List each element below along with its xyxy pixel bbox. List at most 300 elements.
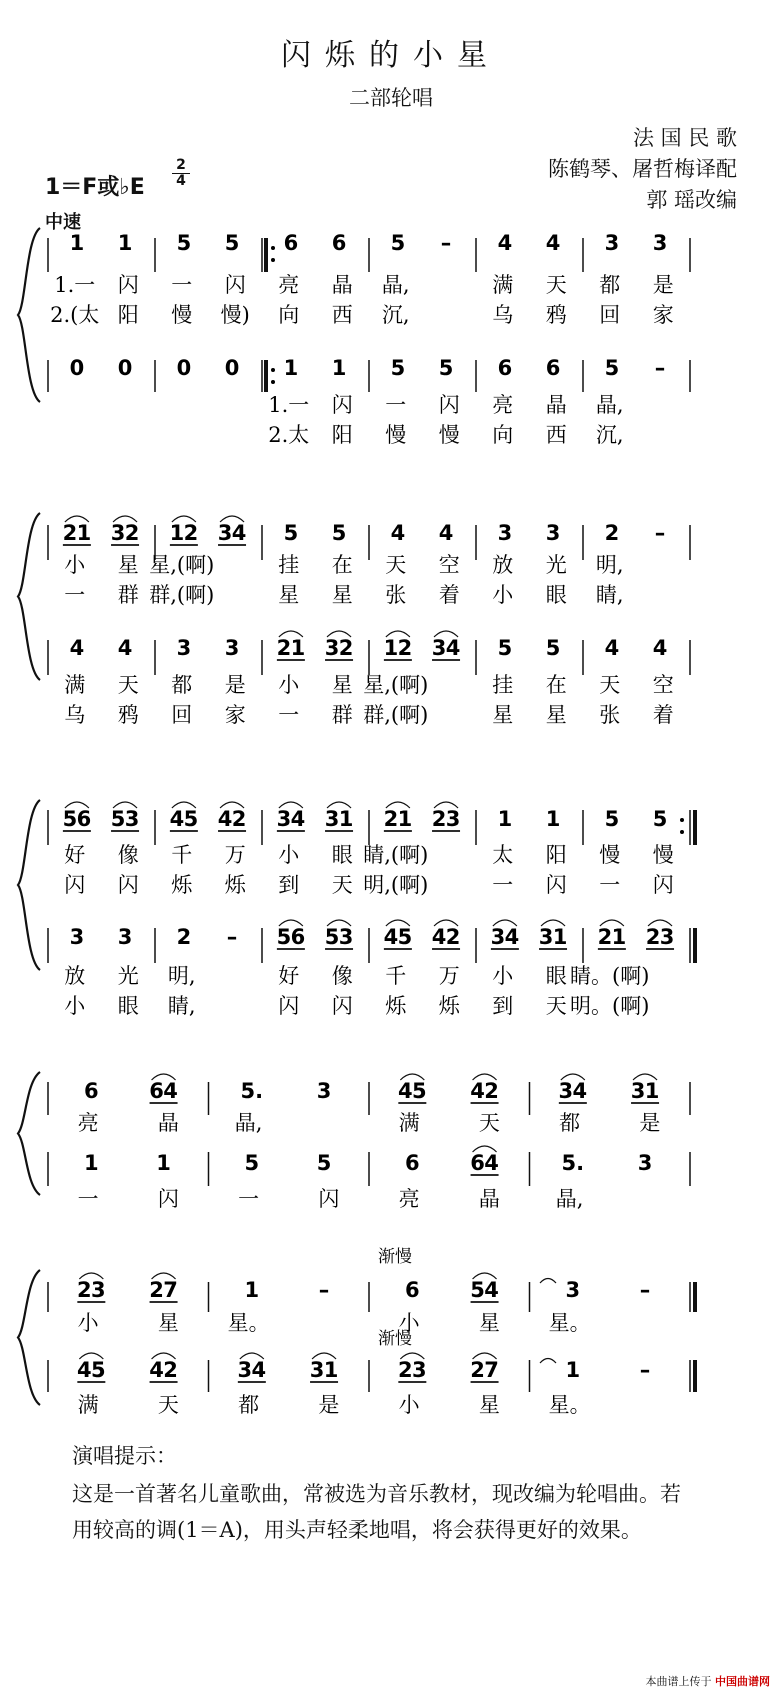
jianpu-note: 5 bbox=[316, 1151, 332, 1175]
jianpu-note: 4 bbox=[604, 636, 620, 660]
jianpu-note: 1 bbox=[611, 925, 627, 949]
lyric-syllable: 放 bbox=[64, 964, 86, 988]
jianpu-note: 4 bbox=[69, 636, 85, 660]
jianpu-note: 4 bbox=[484, 1151, 499, 1175]
jianpu-note: 5 bbox=[604, 356, 620, 380]
lyric-syllable: 烁 bbox=[385, 994, 407, 1018]
lyric-syllable: 鸦 bbox=[117, 703, 139, 727]
lyric-syllable: 晶, bbox=[555, 1187, 584, 1211]
jianpu-note: 5. bbox=[240, 1079, 264, 1103]
lyric-syllable: 挂 bbox=[278, 553, 300, 577]
jianpu-note: 4 bbox=[545, 231, 561, 255]
system-brace bbox=[18, 513, 40, 680]
time-signature-top: 2 bbox=[176, 157, 186, 173]
lyric-syllable: 都 bbox=[238, 1393, 260, 1417]
lyric-syllable: 好 bbox=[64, 843, 86, 867]
lyric-syllable: 放 bbox=[492, 553, 514, 577]
jianpu-note: 3 bbox=[431, 636, 447, 660]
lyric-syllable: 慢 bbox=[438, 423, 460, 447]
jianpu-note: 3 bbox=[117, 925, 133, 949]
jianpu-note: 2 bbox=[645, 925, 661, 949]
jianpu-note: 2 bbox=[276, 636, 292, 660]
jianpu-note: 3 bbox=[316, 1079, 332, 1103]
jianpu-note: 1 bbox=[383, 636, 399, 660]
footer-text: 本曲谱上传于 bbox=[645, 1675, 712, 1688]
lyric-syllable: 回 bbox=[171, 703, 193, 727]
lyric-syllable: 慢 bbox=[599, 843, 621, 867]
jianpu-note: 1 bbox=[545, 807, 561, 831]
jianpu-note: – bbox=[318, 1278, 330, 1302]
lyric-syllable: 慢 bbox=[385, 423, 407, 447]
jianpu-note: 5 bbox=[331, 521, 347, 545]
jianpu-note: 5 bbox=[545, 636, 561, 660]
lyric-syllable: 万 bbox=[438, 964, 460, 988]
lyric-syllable: 闪 bbox=[117, 273, 139, 297]
lyric-syllable: 亮 bbox=[278, 273, 300, 297]
lyric-syllable: 一 bbox=[238, 1187, 260, 1211]
jianpu-note: 3 bbox=[604, 231, 620, 255]
jianpu-note: 4 bbox=[497, 231, 513, 255]
jianpu-note: 5 bbox=[652, 807, 668, 831]
lyric-syllable: 乌 bbox=[64, 703, 86, 727]
jianpu-note: 2 bbox=[484, 1079, 499, 1103]
jianpu-note: 2 bbox=[604, 521, 620, 545]
jianpu-note: 4 bbox=[572, 1079, 588, 1103]
jianpu-note: 3 bbox=[565, 1278, 581, 1302]
jianpu-note: – bbox=[226, 925, 238, 949]
jianpu-note: 2 bbox=[470, 1358, 485, 1382]
lyric-syllable: 一 bbox=[599, 873, 621, 897]
lyric-syllable: 西 bbox=[331, 303, 353, 327]
credit-translators: 陈鹤琴、屠哲梅译配 bbox=[548, 157, 737, 181]
lyric-syllable: 小 bbox=[398, 1311, 420, 1335]
lyric-syllable: 群 bbox=[331, 703, 353, 727]
repeat-dot bbox=[271, 246, 275, 250]
jianpu-note: 5 bbox=[397, 925, 413, 949]
lyric-syllable: 天 bbox=[545, 994, 567, 1018]
lyric-syllable: 闪 bbox=[318, 1187, 340, 1211]
jianpu-note: 3 bbox=[538, 925, 554, 949]
lyric-syllable: 着 bbox=[438, 583, 460, 607]
jianpu-note: 1 bbox=[397, 807, 413, 831]
jianpu-note: 1 bbox=[644, 1079, 660, 1103]
lyric-syllable: 千 bbox=[171, 843, 193, 867]
jianpu-note: 3 bbox=[637, 1151, 653, 1175]
jianpu-note: 6 bbox=[149, 1079, 164, 1103]
repeat-dot bbox=[271, 258, 275, 262]
lyric-syllable: 是 bbox=[224, 673, 246, 697]
lyric-syllable: 群,(啊) bbox=[363, 703, 429, 727]
time-signature-bottom: 4 bbox=[172, 173, 190, 189]
system-brace bbox=[18, 228, 40, 402]
lyric-syllable: 家 bbox=[652, 303, 674, 327]
lyric-syllable: 乌 bbox=[492, 303, 514, 327]
lyric-syllable: 慢 bbox=[171, 303, 193, 327]
lyric-syllable: 天 bbox=[599, 673, 621, 697]
lyric-syllable: 闪 bbox=[438, 393, 460, 417]
jianpu-note: 6 bbox=[76, 807, 92, 831]
footer-credit bbox=[646, 1673, 771, 1689]
jianpu-note: 2 bbox=[338, 636, 354, 660]
lyric-syllable: 闪 bbox=[117, 873, 139, 897]
lyric-syllable: 小 bbox=[64, 994, 86, 1018]
credit-origin: 法 国 民 歌 bbox=[632, 126, 737, 150]
jianpu-note: 3 bbox=[276, 807, 292, 831]
jianpu-note: 5 bbox=[470, 1278, 485, 1302]
jianpu-note: 4 bbox=[470, 1079, 485, 1103]
jianpu-note: 3 bbox=[124, 807, 140, 831]
jianpu-note: 4 bbox=[445, 636, 461, 660]
jianpu-note: 5 bbox=[390, 231, 406, 255]
jianpu-note: 5 bbox=[497, 636, 513, 660]
jianpu-note: 5 bbox=[176, 231, 192, 255]
jianpu-note: 2 bbox=[397, 636, 413, 660]
lyric-syllable: 一 bbox=[492, 873, 514, 897]
system-brace bbox=[18, 800, 40, 970]
key-signature: 1＝F或♭E bbox=[45, 175, 145, 200]
lyric-syllable: 天 bbox=[545, 273, 567, 297]
repeat-dot bbox=[271, 380, 275, 384]
jianpu-note: 3 bbox=[237, 1358, 253, 1382]
lyric-syllable: 群,(啊) bbox=[149, 583, 215, 607]
lyric-syllable: 烁 bbox=[171, 873, 193, 897]
lyric-syllable: 沉, bbox=[595, 423, 624, 447]
jianpu-note: 2 bbox=[176, 925, 192, 949]
jianpu-note: 2 bbox=[398, 1358, 413, 1382]
jianpu-note: 1 bbox=[244, 1278, 260, 1302]
jianpu-note: 0 bbox=[176, 356, 192, 380]
jianpu-note: 1 bbox=[338, 807, 354, 831]
jianpu-note: 1 bbox=[290, 636, 306, 660]
lyric-syllable: 家 bbox=[224, 703, 246, 727]
lyric-syllable: 晶 bbox=[331, 273, 353, 297]
jianpu-note: 5 bbox=[283, 521, 299, 545]
jianpu-note: 2 bbox=[149, 1278, 164, 1302]
jianpu-note: – bbox=[440, 231, 452, 255]
lyric-syllable: 在 bbox=[331, 553, 353, 577]
jianpu-note: 3 bbox=[324, 807, 340, 831]
jianpu-note: 0 bbox=[69, 356, 85, 380]
jianpu-note: 3 bbox=[545, 521, 561, 545]
jianpu-note: 3 bbox=[324, 636, 340, 660]
lyric-syllable: 晶 bbox=[157, 1111, 179, 1135]
lyric-syllable: 明。(啊) bbox=[570, 994, 650, 1018]
jianpu-note: 5 bbox=[390, 356, 406, 380]
jianpu-note: 4 bbox=[149, 1358, 164, 1382]
lyric-syllable: 亮 bbox=[492, 393, 514, 417]
lyric-syllable: 闪 bbox=[278, 994, 300, 1018]
jianpu-note: 4 bbox=[383, 925, 399, 949]
lyric-syllable: 星 bbox=[157, 1311, 179, 1335]
jianpu-note: 1 bbox=[156, 1151, 171, 1175]
jianpu-note: 5 bbox=[91, 1358, 106, 1382]
jianpu-note: 6 bbox=[545, 356, 561, 380]
jianpu-note: 3 bbox=[412, 1358, 427, 1382]
lyric-syllable: 一 bbox=[64, 583, 86, 607]
jianpu-note: 2 bbox=[231, 807, 247, 831]
lyric-syllable: 星 bbox=[492, 703, 514, 727]
jianpu-note: 5 bbox=[244, 1151, 260, 1175]
jianpu-note: 2 bbox=[124, 521, 140, 545]
jianpu-note: 6 bbox=[290, 925, 306, 949]
lyric-syllable: 一 bbox=[171, 273, 193, 297]
lyric-syllable: 睛,(啊) bbox=[363, 843, 429, 867]
lyric-syllable: 天 bbox=[331, 873, 353, 897]
jianpu-note: – bbox=[639, 1358, 651, 1382]
jianpu-note: 3 bbox=[558, 1079, 574, 1103]
jianpu-note: – bbox=[654, 521, 666, 545]
jianpu-note: 4 bbox=[217, 807, 233, 831]
lyric-syllable: 天 bbox=[117, 673, 139, 697]
lyric-syllable: 晶 bbox=[478, 1187, 500, 1211]
lyric-syllable: 挂 bbox=[492, 673, 514, 697]
lyric-syllable: 闪 bbox=[545, 873, 567, 897]
lyric-syllable: 回 bbox=[599, 303, 621, 327]
lyric-syllable: 星 bbox=[331, 583, 353, 607]
lyric-syllable: 明, bbox=[595, 553, 624, 577]
jianpu-note: 3 bbox=[91, 1278, 106, 1302]
jianpu-note: 2 bbox=[431, 807, 447, 831]
ritardando-mark: 渐慢 bbox=[378, 1247, 412, 1267]
jianpu-note: 5 bbox=[604, 807, 620, 831]
lyric-syllable: 张 bbox=[385, 583, 407, 607]
jianpu-note: 4 bbox=[231, 521, 247, 545]
song-subtitle: 二部轮唱 bbox=[349, 86, 433, 110]
lyric-syllable: 星,(啊) bbox=[149, 553, 215, 577]
jianpu-note: 4 bbox=[77, 1358, 92, 1382]
repeat-dot bbox=[680, 830, 684, 834]
lyric-syllable: 沉, bbox=[381, 303, 410, 327]
jianpu-note: 0 bbox=[224, 356, 240, 380]
jianpu-note: 3 bbox=[224, 636, 240, 660]
lyric-syllable: 1.一 bbox=[54, 273, 96, 297]
lyric-syllable: 万 bbox=[224, 843, 246, 867]
jianpu-note: 2 bbox=[383, 807, 399, 831]
jianpu-note: 5 bbox=[324, 925, 340, 949]
jianpu-note: 4 bbox=[117, 636, 133, 660]
jianpu-note: 2 bbox=[62, 521, 78, 545]
lyric-syllable: 睛。(啊) bbox=[570, 964, 650, 988]
lyric-syllable: 满 bbox=[77, 1393, 99, 1417]
jianpu-note: 3 bbox=[110, 521, 126, 545]
jianpu-note: 1 bbox=[323, 1358, 339, 1382]
lyric-syllable: 明,(啊) bbox=[363, 873, 429, 897]
tips-heading: 演唱提示： bbox=[72, 1444, 177, 1468]
lyric-syllable: 小 bbox=[278, 843, 300, 867]
jianpu-note: 4 bbox=[163, 1079, 178, 1103]
jianpu-note: 5 bbox=[62, 807, 78, 831]
lyric-syllable: 一 bbox=[77, 1187, 99, 1211]
lyric-syllable: 星 bbox=[478, 1393, 500, 1417]
jianpu-note: 4 bbox=[398, 1079, 413, 1103]
jianpu-note: 0 bbox=[117, 356, 133, 380]
jianpu-note: 4 bbox=[438, 521, 454, 545]
lyric-syllable: 烁 bbox=[438, 994, 460, 1018]
lyric-syllable: 张 bbox=[599, 703, 621, 727]
lyric-syllable: 是 bbox=[639, 1111, 661, 1135]
lyric-syllable: 到 bbox=[278, 873, 300, 897]
jianpu-note: 2 bbox=[163, 1358, 178, 1382]
lyric-syllable: 天 bbox=[385, 553, 407, 577]
lyric-syllable: 闪 bbox=[157, 1187, 179, 1211]
jianpu-note: 5 bbox=[438, 356, 454, 380]
lyric-syllable: 在 bbox=[545, 673, 567, 697]
system-brace bbox=[18, 1072, 40, 1195]
lyric-syllable: 阳 bbox=[331, 423, 353, 447]
lyric-syllable: 眼 bbox=[331, 843, 353, 867]
lyric-syllable: 星 bbox=[478, 1311, 500, 1335]
lyric-syllable: 向 bbox=[492, 423, 514, 447]
jianpu-note: 5 bbox=[224, 231, 240, 255]
lyric-syllable: 星。 bbox=[548, 1311, 591, 1335]
lyric-syllable: 闪 bbox=[331, 994, 353, 1018]
lyric-syllable: 星。 bbox=[548, 1393, 591, 1417]
jianpu-note: 3 bbox=[176, 636, 192, 660]
lyric-syllable: 阳 bbox=[117, 303, 139, 327]
lyric-syllable: 慢) bbox=[220, 303, 250, 327]
song-title: 闪烁的小星 bbox=[281, 38, 501, 73]
jianpu-note: 6 bbox=[331, 231, 347, 255]
jianpu-note: 2 bbox=[445, 925, 461, 949]
fermata bbox=[540, 1359, 556, 1364]
lyric-syllable: 天 bbox=[157, 1393, 179, 1417]
lyric-syllable: 明, bbox=[167, 964, 196, 988]
tips-line: 用较高的调(1＝A)，用头声轻柔地唱，将会获得更好的效果。 bbox=[72, 1518, 642, 1542]
lyric-syllable: 一 bbox=[385, 393, 407, 417]
lyric-syllable: 睛, bbox=[167, 994, 196, 1018]
lyric-syllable: 闪 bbox=[331, 393, 353, 417]
lyric-syllable: 一 bbox=[278, 703, 300, 727]
jianpu-note: 2 bbox=[597, 925, 613, 949]
lyric-syllable: 晶, bbox=[381, 273, 410, 297]
lyric-syllable: 都 bbox=[599, 273, 621, 297]
system-brace bbox=[18, 1270, 40, 1405]
lyric-syllable: 光 bbox=[545, 553, 567, 577]
jianpu-note: 4 bbox=[504, 925, 520, 949]
tips-line: 这是一首著名儿童歌曲，常被选为音乐教材，现改编为轮唱曲。若 bbox=[72, 1482, 681, 1506]
ritardando-mark: 渐慢 bbox=[378, 1329, 412, 1349]
jianpu-note: 1 bbox=[497, 807, 513, 831]
fermata bbox=[540, 1279, 556, 1284]
lyric-syllable: 群 bbox=[117, 583, 139, 607]
jianpu-note: 2 bbox=[183, 521, 199, 545]
lyric-syllable: 阳 bbox=[545, 843, 567, 867]
lyric-syllable: 像 bbox=[331, 964, 353, 988]
lyric-syllable: 晶 bbox=[545, 393, 567, 417]
lyric-syllable: 星 bbox=[117, 553, 139, 577]
jianpu-note: 1 bbox=[552, 925, 568, 949]
lyric-syllable: 星。 bbox=[227, 1311, 270, 1335]
lyric-syllable: 2.太 bbox=[268, 423, 310, 447]
lyric-syllable: 满 bbox=[398, 1111, 420, 1135]
lyric-syllable: 亮 bbox=[398, 1187, 420, 1211]
lyric-syllable: 都 bbox=[559, 1111, 581, 1135]
jianpu-note: 3 bbox=[445, 807, 461, 831]
jianpu-note: 4 bbox=[431, 925, 447, 949]
jianpu-note: 6 bbox=[405, 1151, 420, 1175]
jianpu-note: 7 bbox=[163, 1278, 178, 1302]
lyric-syllable: 是 bbox=[652, 273, 674, 297]
jianpu-note: 3 bbox=[217, 521, 233, 545]
lyric-syllable: 眼 bbox=[545, 964, 567, 988]
lyric-syllable: 好 bbox=[278, 964, 300, 988]
jianpu-note: 4 bbox=[484, 1278, 499, 1302]
lyric-syllable: 都 bbox=[171, 673, 193, 697]
lyric-syllable: 闪 bbox=[652, 873, 674, 897]
jianpu-note: 1 bbox=[331, 356, 347, 380]
lyric-syllable: 太 bbox=[492, 843, 514, 867]
lyric-syllable: 满 bbox=[64, 673, 86, 697]
lyric-syllable: 西 bbox=[545, 423, 567, 447]
jianpu-note: 3 bbox=[338, 925, 354, 949]
lyric-syllable: 睛, bbox=[595, 583, 624, 607]
jianpu-note: – bbox=[654, 356, 666, 380]
jianpu-note: 6 bbox=[405, 1278, 420, 1302]
lyric-syllable: 烁 bbox=[224, 873, 246, 897]
lyric-syllable: 满 bbox=[492, 273, 514, 297]
jianpu-note: 3 bbox=[652, 231, 668, 255]
jianpu-note: 1 bbox=[84, 1151, 99, 1175]
lyric-syllable: 天 bbox=[478, 1111, 500, 1135]
jianpu-note: 6 bbox=[84, 1079, 99, 1103]
jianpu-note: 3 bbox=[659, 925, 675, 949]
lyric-syllable: 向 bbox=[278, 303, 300, 327]
lyric-syllable: 星 bbox=[331, 673, 353, 697]
jianpu-note: 5 bbox=[110, 807, 126, 831]
lyric-syllable: 星 bbox=[278, 583, 300, 607]
jianpu-note: 3 bbox=[69, 925, 85, 949]
lyric-syllable: 晶, bbox=[595, 393, 624, 417]
lyric-syllable: 小 bbox=[492, 964, 514, 988]
lyric-syllable: 闪 bbox=[64, 873, 86, 897]
lyric-syllable: 1.一 bbox=[268, 393, 310, 417]
lyric-syllable: 晶, bbox=[234, 1111, 263, 1135]
lyric-syllable: 着 bbox=[652, 703, 674, 727]
lyric-syllable: 空 bbox=[438, 553, 460, 577]
jianpu-note: 4 bbox=[169, 807, 185, 831]
site-logo: 中国曲谱网 bbox=[715, 1675, 770, 1688]
lyric-syllable: 星 bbox=[545, 703, 567, 727]
jianpu-note: 1 bbox=[565, 1358, 581, 1382]
jianpu-note: 3 bbox=[497, 521, 513, 545]
jianpu-note: 5 bbox=[183, 807, 199, 831]
lyric-syllable: 眼 bbox=[545, 583, 567, 607]
jianpu-note: 4 bbox=[652, 636, 668, 660]
jianpu-note: – bbox=[639, 1278, 651, 1302]
jianpu-note: 6 bbox=[497, 356, 513, 380]
jianpu-note: 2 bbox=[77, 1278, 92, 1302]
lyric-syllable: 闪 bbox=[224, 273, 246, 297]
tempo-marking: 中速 bbox=[45, 212, 81, 233]
jianpu-note: 1 bbox=[117, 231, 133, 255]
lyric-syllable: 空 bbox=[652, 673, 674, 697]
lyric-syllable: 亮 bbox=[77, 1111, 99, 1135]
lyric-syllable: 千 bbox=[385, 964, 407, 988]
repeat-dot bbox=[680, 818, 684, 822]
jianpu-note: 5 bbox=[276, 925, 292, 949]
jianpu-note: 3 bbox=[630, 1079, 646, 1103]
lyric-syllable: 小 bbox=[278, 673, 300, 697]
lyric-syllable: 小 bbox=[77, 1311, 99, 1335]
lyric-syllable: 像 bbox=[117, 843, 139, 867]
jianpu-note: 1 bbox=[76, 521, 92, 545]
jianpu-note: 4 bbox=[290, 807, 306, 831]
repeat-dot bbox=[271, 368, 275, 372]
lyric-syllable: 慢 bbox=[652, 843, 674, 867]
jianpu-note: 3 bbox=[490, 925, 506, 949]
jianpu-note: 4 bbox=[251, 1358, 267, 1382]
jianpu-note: 1 bbox=[169, 521, 185, 545]
